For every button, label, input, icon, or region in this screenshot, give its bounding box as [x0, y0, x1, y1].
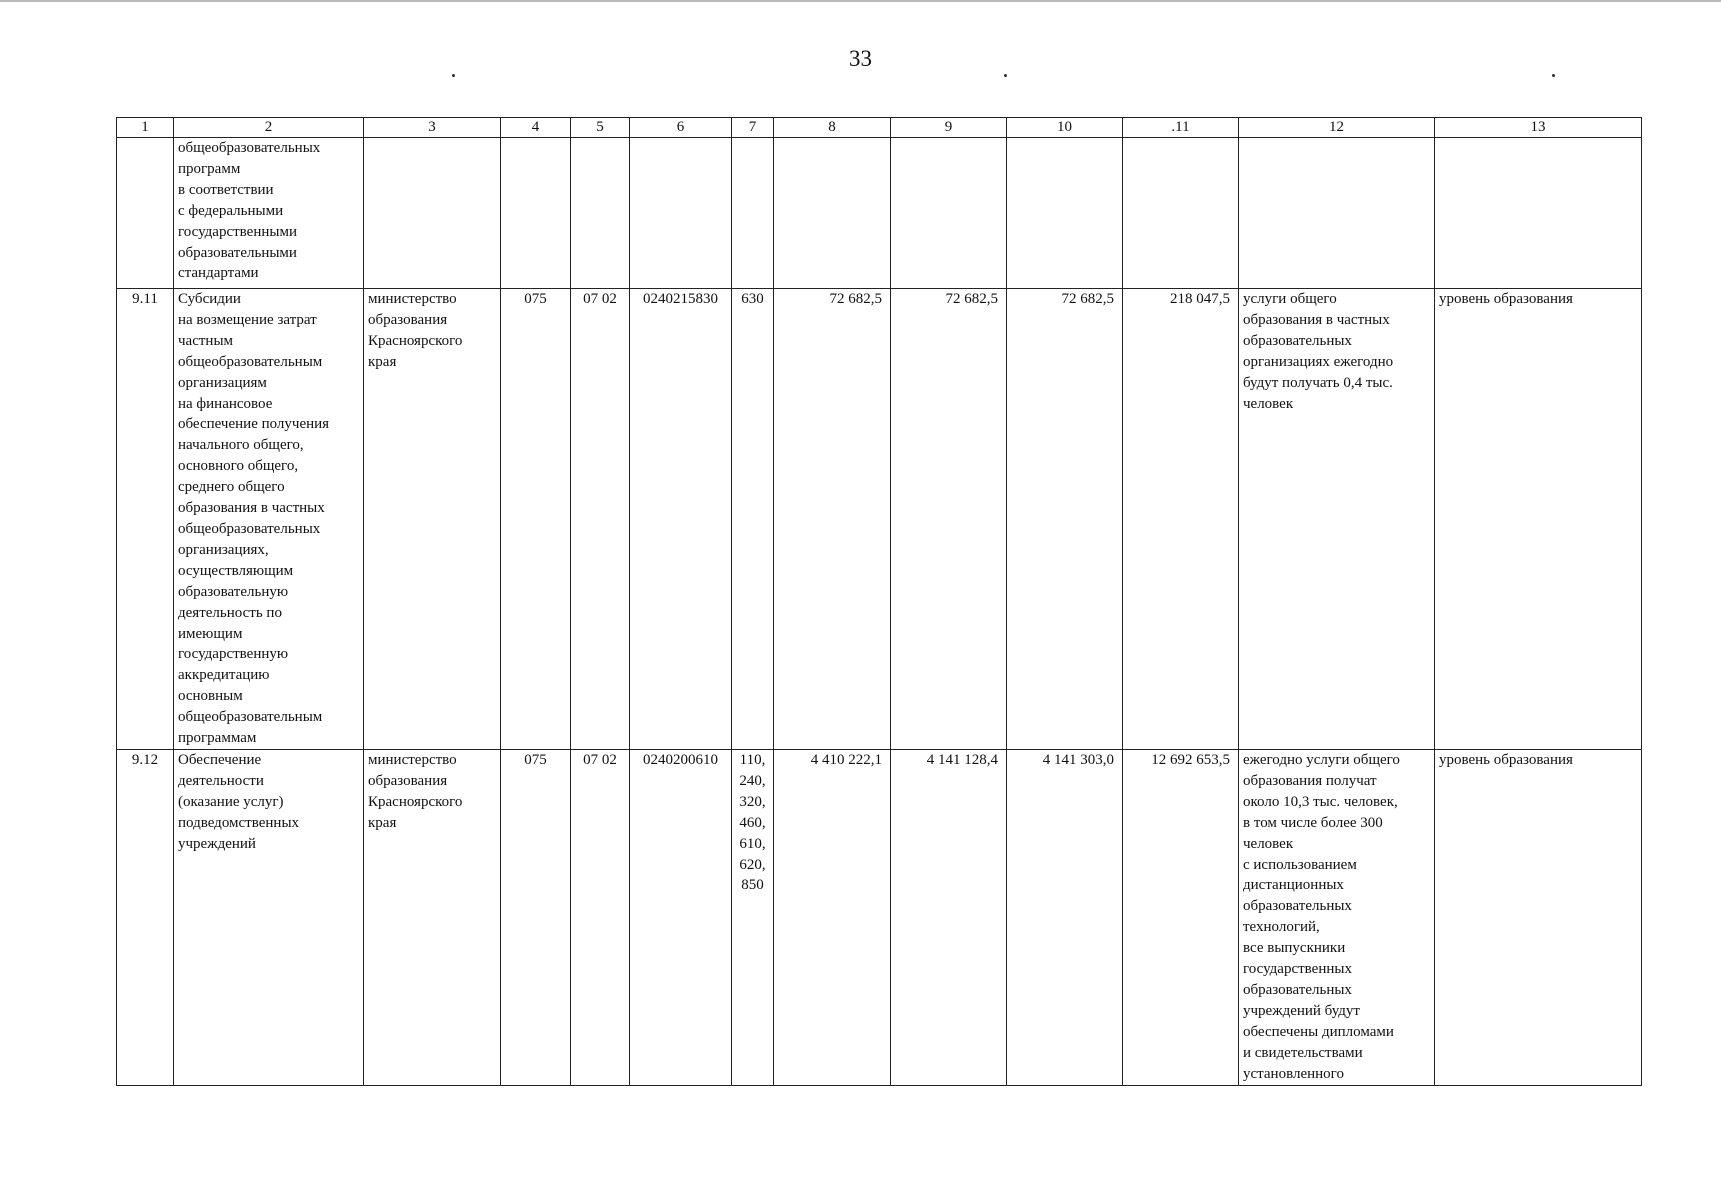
total-amount: [1123, 138, 1239, 289]
expected-result: ежегодно услуги общего образования получат около 10,3 тыс. человек, в том числе более 300 человек с использованием дистанционных образовательных технологий, все выпускники государственных образовательных учреждений будут обеспечены дипломами и свидетельствами установленного: [1239, 750, 1435, 1086]
year-2-amount: [891, 138, 1007, 289]
year-1-amount: [774, 138, 891, 289]
header-cell: .11: [1123, 118, 1239, 138]
row-number: 9.11: [117, 289, 174, 750]
vr-code: [732, 138, 774, 289]
executor: [364, 138, 501, 289]
expected-result: услуги общего образования в частных образовательных организациях ежегодно будут получать 0,4 тыс. человек: [1239, 289, 1435, 750]
csr-code: [630, 138, 732, 289]
measure-name: Обеспечение деятельности (оказание услуг) подведомственных учреждений: [174, 750, 364, 1086]
row-number: 9.12: [117, 750, 174, 1086]
row-number: [117, 138, 174, 289]
grbs-code: 075: [501, 750, 571, 1086]
header-cell: 13: [1435, 118, 1642, 138]
year-2-amount: 72 682,5: [891, 289, 1007, 750]
scan-speck: [1552, 74, 1555, 77]
header-cell: 10: [1007, 118, 1123, 138]
total-amount: 12 692 653,5: [1123, 750, 1239, 1086]
scan-speck: [452, 74, 455, 77]
vr-code: 630: [732, 289, 774, 750]
header-cell: 7: [732, 118, 774, 138]
header-cell: 12: [1239, 118, 1435, 138]
indicator-note: уровень образования: [1435, 289, 1642, 750]
rzpr-code: [571, 138, 630, 289]
total-amount: 218 047,5: [1123, 289, 1239, 750]
budget-table: [116, 117, 1642, 1086]
header-cell: 4: [501, 118, 571, 138]
year-3-amount: 4 141 303,0: [1007, 750, 1123, 1086]
vr-code: 110, 240, 320, 460, 610, 620, 850: [732, 750, 774, 1086]
table-row: [117, 750, 1642, 1086]
header-cell: 1: [117, 118, 174, 138]
year-3-amount: 72 682,5: [1007, 289, 1123, 750]
executor: министерство образования Красноярского края: [364, 289, 501, 750]
scan-top-edge: [0, 0, 1721, 2]
year-3-amount: [1007, 138, 1123, 289]
header-cell: 8: [774, 118, 891, 138]
rzpr-code: 07 02: [571, 750, 630, 1086]
executor: министерство образования Красноярского края: [364, 750, 501, 1086]
indicator-note: уровень образования: [1435, 750, 1642, 1086]
header-cell: 6: [630, 118, 732, 138]
measure-name: общеобразовательных программ в соответствии с федеральными государственными образовательными стандартами: [174, 138, 364, 289]
expected-result: [1239, 138, 1435, 289]
measure-name: Субсидии на возмещение затрат частным общеобразовательным организациям на финансовое обеспечение получения начального общего, основного общего, среднего общего образования в частных общеобразовательных организациях, осуществляющим образовательную деятельность по имеющим государственную аккредитацию основным общеобразовательным программам: [174, 289, 364, 750]
csr-code: 0240215830: [630, 289, 732, 750]
table-row: [117, 289, 1642, 750]
year-2-amount: 4 141 128,4: [891, 750, 1007, 1086]
header-cell: 9: [891, 118, 1007, 138]
header-cell: 5: [571, 118, 630, 138]
header-cell: 2: [174, 118, 364, 138]
grbs-code: [501, 138, 571, 289]
table-row: [117, 138, 1642, 289]
rzpr-code: 07 02: [571, 289, 630, 750]
grbs-code: 075: [501, 289, 571, 750]
header-cell: 3: [364, 118, 501, 138]
scan-speck: [1004, 74, 1007, 77]
csr-code: 0240200610: [630, 750, 732, 1086]
indicator-note: [1435, 138, 1642, 289]
year-1-amount: 72 682,5: [774, 289, 891, 750]
year-1-amount: 4 410 222,1: [774, 750, 891, 1086]
header-row: [117, 118, 1642, 138]
page-number: 33: [849, 46, 872, 71]
